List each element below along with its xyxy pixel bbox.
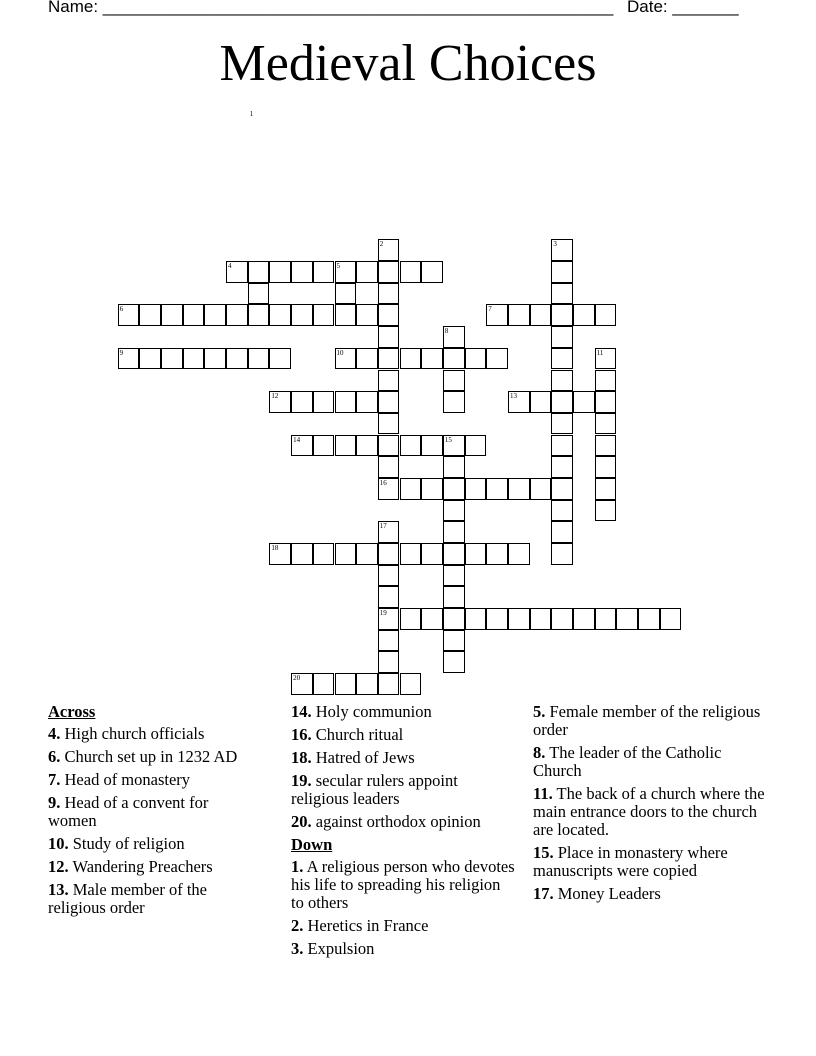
grid-cell[interactable]	[291, 261, 313, 283]
clue-text: Expulsion	[307, 939, 375, 958]
clue-item	[291, 772, 516, 808]
clue-number: 15.	[533, 843, 554, 862]
grid-cell[interactable]	[551, 283, 573, 305]
grid-cell[interactable]	[508, 391, 530, 413]
clue-text: Place in monastery where manuscripts were copied	[533, 843, 728, 880]
grid-cell[interactable]	[248, 304, 270, 326]
grid-cell[interactable]	[400, 543, 422, 565]
clue-number: 4.	[48, 724, 61, 743]
grid-cell[interactable]	[551, 391, 573, 413]
grid-cell[interactable]	[291, 435, 313, 457]
grid-cell[interactable]	[313, 261, 335, 283]
clue-number-label: 10	[336, 348, 344, 357]
down-clue-list-continued	[533, 703, 769, 903]
grid-cell[interactable]	[660, 608, 682, 630]
grid-cell[interactable]	[269, 304, 291, 326]
grid-cell[interactable]	[595, 370, 617, 392]
clue-text: Wandering Preachers	[72, 857, 213, 876]
grid-cell[interactable]	[551, 500, 573, 522]
clue-text: A religious person who devotes his life to spreading his religion to others	[291, 857, 515, 912]
down-heading: Down	[291, 835, 333, 854]
grid-cell[interactable]	[465, 608, 487, 630]
across-clue-list-continued	[291, 703, 516, 831]
grid-cell[interactable]	[421, 261, 443, 283]
clue-item	[48, 794, 248, 830]
clue-item	[291, 858, 516, 912]
grid-cell[interactable]	[335, 261, 357, 283]
clue-number-label: 15	[444, 435, 452, 444]
clue-number: 2.	[291, 916, 304, 935]
grid-cell[interactable]	[530, 391, 552, 413]
grid-cell[interactable]	[378, 261, 400, 283]
grid-cell[interactable]	[443, 586, 465, 608]
clues-column-1	[48, 703, 248, 922]
grid-cell[interactable]	[139, 348, 161, 370]
clue-item	[48, 771, 248, 789]
grid-cell[interactable]	[595, 435, 617, 457]
grid-cell[interactable]	[313, 673, 335, 695]
grid-cell[interactable]	[638, 608, 660, 630]
grid-cell[interactable]	[595, 304, 617, 326]
grid-cell[interactable]	[595, 456, 617, 478]
grid-cell[interactable]	[486, 304, 508, 326]
grid-cell[interactable]	[313, 304, 335, 326]
clue-item	[291, 703, 516, 721]
grid-cell[interactable]	[378, 391, 400, 413]
clue-item	[533, 703, 769, 739]
clue-number: 18.	[291, 748, 312, 767]
grid-cell[interactable]	[248, 348, 270, 370]
grid-cell[interactable]	[378, 608, 400, 630]
grid-cell[interactable]	[573, 391, 595, 413]
grid-cell[interactable]	[291, 543, 313, 565]
grid-cell[interactable]	[551, 304, 573, 326]
clue-item	[48, 725, 248, 743]
clue-item	[291, 813, 516, 831]
grid-cell[interactable]	[313, 543, 335, 565]
across-clue-list	[48, 725, 248, 917]
grid-cell[interactable]	[183, 304, 205, 326]
grid-cell[interactable]	[291, 391, 313, 413]
clue-number: 12.	[48, 857, 69, 876]
grid-cell[interactable]	[400, 348, 422, 370]
grid-cell[interactable]	[378, 565, 400, 587]
grid-cell[interactable]	[443, 521, 465, 543]
grid-cell[interactable]	[291, 304, 313, 326]
clue-number: 8.	[533, 743, 546, 762]
grid-cell[interactable]	[551, 543, 573, 565]
across-heading: Across	[48, 702, 96, 721]
puzzle-title: Medieval Choices	[219, 35, 597, 92]
clue-text: Heretics in France	[307, 916, 429, 935]
clue-item	[291, 917, 516, 935]
clue-item	[291, 940, 516, 958]
clue-number-label: 12	[271, 392, 279, 401]
clue-number-label: 5	[336, 262, 340, 270]
grid-cell[interactable]	[595, 478, 617, 500]
clue-text: The leader of the Catholic Church	[533, 743, 722, 780]
grid-cell[interactable]	[443, 478, 465, 500]
grid-cell[interactable]	[335, 543, 357, 565]
clue-number-label: 14	[293, 435, 301, 444]
grid-cell[interactable]	[443, 500, 465, 522]
grid-cell[interactable]	[530, 608, 552, 630]
clue-number: 10.	[48, 834, 69, 853]
clue-number: 5.	[533, 702, 546, 721]
clue-number: 14.	[291, 702, 312, 721]
clue-text: Hatred of Jews	[315, 748, 415, 767]
grid-cell[interactable]	[595, 348, 617, 370]
grid-cell[interactable]	[378, 586, 400, 608]
grid-cell[interactable]	[551, 413, 573, 435]
clue-number-label: 8	[444, 327, 449, 336]
clue-text: Money Leaders	[557, 884, 661, 903]
grid-cell[interactable]	[356, 304, 378, 326]
clue-number-label: 16	[379, 478, 387, 487]
grid-cell[interactable]	[616, 608, 638, 630]
grid-cell[interactable]	[595, 391, 617, 413]
clue-number-label: 4	[228, 262, 232, 270]
clue-number-label: 20	[293, 674, 301, 683]
clue-number-label: 13	[510, 392, 517, 401]
grid-cell[interactable]	[335, 304, 357, 326]
clue-number: 20.	[291, 812, 312, 831]
clue-text: High church officials	[64, 724, 205, 743]
grid-cell[interactable]	[573, 608, 595, 630]
grid-cell[interactable]	[443, 370, 465, 392]
grid-cell[interactable]	[378, 630, 400, 652]
grid-cell[interactable]	[551, 370, 573, 392]
grid-cell[interactable]	[378, 413, 400, 435]
grid-cell[interactable]	[356, 261, 378, 283]
grid-cell[interactable]	[443, 348, 465, 370]
clue-item	[533, 785, 769, 839]
clue-text: against orthodox opinion	[315, 812, 481, 831]
grid-cell[interactable]	[378, 435, 400, 457]
grid-cell[interactable]	[551, 239, 573, 261]
grid-cell[interactable]	[443, 543, 465, 565]
grid-cell[interactable]	[378, 304, 400, 326]
grid-cell[interactable]	[508, 478, 530, 500]
clue-number: 13.	[48, 880, 69, 899]
grid-cell[interactable]	[335, 348, 357, 370]
grid-cell[interactable]	[204, 348, 226, 370]
grid-cell[interactable]	[378, 348, 400, 370]
grid-cell[interactable]	[248, 261, 270, 283]
grid-cell[interactable]	[551, 348, 573, 370]
grid-cell[interactable]	[400, 435, 422, 457]
grid-cell[interactable]	[378, 283, 400, 305]
clues-column-2	[291, 703, 516, 963]
grid-cell[interactable]	[443, 565, 465, 587]
date-field-label: Date: _______	[627, 0, 739, 16]
grid-cell[interactable]	[573, 304, 595, 326]
grid-cell[interactable]	[335, 673, 357, 695]
grid-cell[interactable]	[378, 239, 400, 261]
grid-cell[interactable]	[508, 543, 530, 565]
grid-cell[interactable]	[465, 543, 487, 565]
grid-cell[interactable]	[313, 435, 335, 457]
grid-cell[interactable]	[269, 261, 291, 283]
grid-cell[interactable]	[551, 478, 573, 500]
grid-cell[interactable]	[378, 478, 400, 500]
clue-text: The back of a church where the main entrance doors to the church are located.	[533, 784, 765, 839]
grid-cell[interactable]	[443, 630, 465, 652]
clue-text: secular rulers appoint religious leaders	[291, 771, 458, 808]
grid-cell[interactable]	[335, 391, 357, 413]
clue-number-label: 19	[379, 609, 387, 617]
grid-cell[interactable]	[248, 283, 270, 305]
grid-cell[interactable]	[551, 456, 573, 478]
clue-item	[533, 885, 769, 903]
grid-cell[interactable]	[139, 304, 161, 326]
clue-number-label: 3	[553, 240, 557, 249]
grid-cell[interactable]	[118, 348, 140, 370]
grid-cell[interactable]	[486, 348, 508, 370]
grid-cell[interactable]	[486, 543, 508, 565]
clue-number: 6.	[48, 747, 61, 766]
clue-item	[48, 881, 248, 917]
clue-number: 3.	[291, 939, 304, 958]
clue-text: Head of a convent for women	[48, 793, 209, 830]
clue-number-label: 11	[596, 348, 604, 357]
clue-text: Church set up in 1232 AD	[64, 747, 238, 766]
grid-cell[interactable]	[421, 348, 443, 370]
clue-number-label: 18	[271, 544, 279, 552]
grid-cell[interactable]	[161, 304, 183, 326]
grid-cell[interactable]	[465, 348, 487, 370]
clue-item	[48, 858, 248, 876]
clue-item	[533, 844, 769, 880]
clue-item	[48, 748, 248, 766]
grid-cell[interactable]	[400, 261, 422, 283]
grid-cell[interactable]	[378, 651, 400, 673]
grid-cell[interactable]	[204, 304, 226, 326]
grid-cell[interactable]	[421, 608, 443, 630]
clue-number-label: 9	[119, 348, 124, 357]
grid-cell[interactable]	[595, 608, 617, 630]
grid-cell[interactable]	[443, 456, 465, 478]
grid-cell[interactable]	[291, 673, 313, 695]
grid-cell[interactable]	[551, 261, 573, 283]
clue-item	[291, 749, 516, 767]
grid-cell[interactable]	[269, 543, 291, 565]
clue-number-label: 17	[379, 522, 387, 531]
grid-cell[interactable]	[356, 673, 378, 695]
clue-item	[291, 726, 516, 744]
grid-cell[interactable]	[226, 348, 248, 370]
grid-cell[interactable]	[356, 348, 378, 370]
grid-cell[interactable]	[356, 543, 378, 565]
grid-cell[interactable]	[421, 435, 443, 457]
grid-cell[interactable]	[378, 326, 400, 348]
grid-cell[interactable]	[226, 304, 248, 326]
grid-cell[interactable]	[551, 326, 573, 348]
grid-cell[interactable]	[335, 435, 357, 457]
name-field-label: Name: ______________________________________________________	[48, 0, 614, 16]
grid-cell[interactable]	[443, 651, 465, 673]
clue-item	[48, 835, 248, 853]
grid-cell[interactable]	[378, 456, 400, 478]
clue-number-label: 7	[488, 305, 492, 314]
clue-text: Head of monastery	[64, 770, 191, 789]
grid-cell[interactable]	[421, 543, 443, 565]
grid-cell[interactable]	[378, 543, 400, 565]
grid-cell[interactable]	[486, 608, 508, 630]
grid-cell[interactable]	[486, 478, 508, 500]
clue-number-label: 6	[119, 305, 124, 314]
grid-cell[interactable]	[378, 673, 400, 695]
clue-text: Study of religion	[72, 834, 185, 853]
grid-cell[interactable]	[356, 435, 378, 457]
grid-cell[interactable]	[551, 521, 573, 543]
grid-cell[interactable]	[595, 500, 617, 522]
clues-column-3	[533, 703, 769, 908]
grid-cell[interactable]	[443, 326, 465, 348]
clue-text: Male member of the religious order	[48, 880, 207, 917]
grid-cell[interactable]	[313, 391, 335, 413]
clue-number-label: 2	[379, 240, 384, 249]
clue-text: Holy communion	[315, 702, 432, 721]
clue-text: Church ritual	[315, 725, 404, 744]
grid-cell[interactable]	[465, 478, 487, 500]
grid-cell[interactable]	[118, 304, 140, 326]
grid-cell[interactable]	[161, 348, 183, 370]
grid-cell[interactable]	[443, 608, 465, 630]
down-clue-list	[291, 858, 516, 958]
grid-cell[interactable]	[508, 608, 530, 630]
clue-number: 16.	[291, 725, 312, 744]
grid-cell[interactable]	[551, 435, 573, 457]
grid-cell[interactable]	[356, 391, 378, 413]
grid-cell[interactable]	[551, 608, 573, 630]
clue-number: 9.	[48, 793, 61, 812]
grid-cell[interactable]	[508, 304, 530, 326]
grid-cell[interactable]	[465, 435, 487, 457]
clue-number: 17.	[533, 884, 554, 903]
grid-cell[interactable]	[443, 435, 465, 457]
grid-cell[interactable]	[443, 391, 465, 413]
grid-cell[interactable]	[530, 304, 552, 326]
clue-number: 7.	[48, 770, 61, 789]
clue-number: 19.	[291, 771, 312, 790]
grid-cell[interactable]	[400, 608, 422, 630]
clue-item	[533, 744, 769, 780]
clue-text: Female member of the religious order	[533, 702, 761, 739]
grid-cell[interactable]	[269, 391, 291, 413]
grid-cell[interactable]	[269, 348, 291, 370]
grid-cell[interactable]	[378, 370, 400, 392]
clue-number-label: 1	[249, 110, 254, 119]
grid-cell[interactable]	[378, 521, 400, 543]
grid-cell[interactable]	[421, 478, 443, 500]
grid-cell[interactable]	[595, 413, 617, 435]
grid-cell[interactable]	[530, 478, 552, 500]
grid-cell[interactable]	[400, 478, 422, 500]
clue-number: 11.	[533, 784, 553, 803]
grid-cell[interactable]	[226, 261, 248, 283]
clue-number: 1.	[291, 857, 304, 876]
grid-cell[interactable]	[335, 283, 357, 305]
grid-cell[interactable]	[400, 673, 422, 695]
grid-cell[interactable]	[183, 348, 205, 370]
